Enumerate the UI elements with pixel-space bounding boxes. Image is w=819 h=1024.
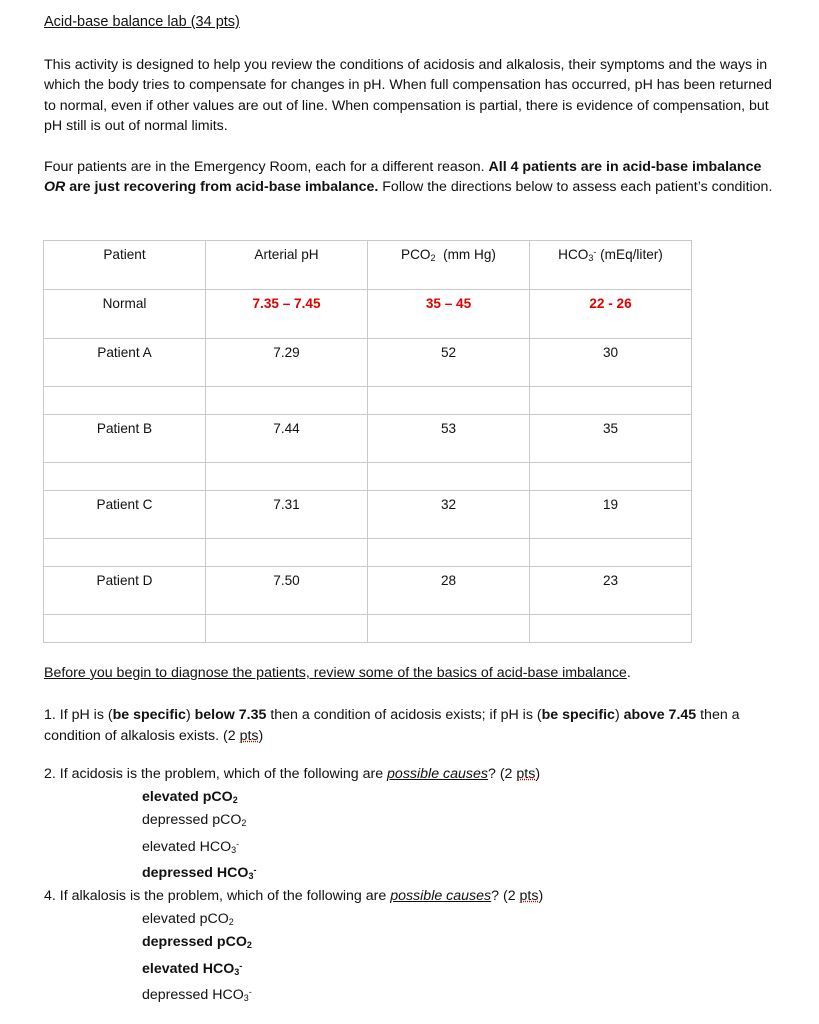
q4-option-depressed-pco2: depressed pCO$_2$ xyxy=(142,934,252,951)
patient-pco2: 52 xyxy=(368,339,530,387)
intro-paragraph: This activity is designed to help you review the conditions of acidosis and alkalosis, their symptoms and the ways in which the body tries to compensate for changes in pH. When full compensation has occurred, pH has been returned to normal, even if other values are out of line. When compensation is partial, there is evidence of compensation, but pH still is out of normal limits. xyxy=(44,57,772,134)
table-row-patient-b xyxy=(44,415,692,463)
q2-option-elevated-hco3: elevated $HCO_3^-$ xyxy=(142,838,240,855)
scenario-lead: Four patients are in the Emergency Room, each for a different reason. xyxy=(44,159,489,175)
q4-option-depressed-hco3: depressed $HCO_3^-$ xyxy=(142,986,252,1003)
q2-option-elevated-pco2: elevated pCO$_2$ xyxy=(142,789,238,805)
normal-pco2-range: 35 – 45 xyxy=(368,290,530,339)
table-answer-row xyxy=(44,615,692,643)
patient-pco2: 32 xyxy=(368,491,530,539)
q2-option-depressed-hco3: depressed $HCO_3^-$ xyxy=(142,864,257,881)
table-row-patient-a xyxy=(44,339,692,387)
patient-ph: 7.50 xyxy=(206,567,368,615)
question-1: 1. If pH is (be specific) below 7.35 then a condition of acidosis exists; if pH is (be specific) above 7.45 then a condition of alkalosis exists. (2 pts) xyxy=(44,707,740,744)
patient-label: Patient A xyxy=(44,339,206,387)
scenario-paragraph xyxy=(44,157,774,198)
header-arterial-ph: Arterial pH xyxy=(206,241,368,290)
normal-hco3-range: 22 - 26 xyxy=(530,290,692,339)
patient-hco3: 23 xyxy=(530,567,692,615)
page-title: Acid-base balance lab (34 pts) xyxy=(44,14,240,30)
patient-label: Patient D xyxy=(44,567,206,615)
table-answer-row xyxy=(44,387,692,415)
patient-ph: 7.29 xyxy=(206,339,368,387)
normal-ph-range: 7.35 – 7.45 xyxy=(206,290,368,339)
patient-hco3: 35 xyxy=(530,415,692,463)
patient-ph: 7.44 xyxy=(206,415,368,463)
question-2: 2. If acidosis is the problem, which of the following are possible causes? (2 pts) xyxy=(44,766,541,782)
scenario-tail: Follow the directions below to assess each patient’s condition. xyxy=(378,179,773,196)
question-2-options xyxy=(142,787,256,886)
question-4: 4. If alkalosis is the problem, which of the following are possible causes? (2 pts) xyxy=(44,888,544,904)
table-answer-row xyxy=(44,463,692,491)
header-hco3: $HCO_3^-$ (mEq/liter) xyxy=(530,241,692,290)
patient-ph: 7.31 xyxy=(206,491,368,539)
patient-hco3: 30 xyxy=(530,339,692,387)
q4-option-elevated-hco3: elevated $HCO_3^-$ xyxy=(142,960,243,977)
table-header-row xyxy=(44,241,692,290)
table-row-patient-d xyxy=(44,567,692,615)
patient-label: Patient B xyxy=(44,415,206,463)
scenario-bold-b: are just recovering from acid-base imbalance. xyxy=(65,179,379,196)
scenario-bold-or: OR xyxy=(44,179,66,196)
table-row-normal xyxy=(44,290,692,339)
header-patient: Patient xyxy=(44,241,206,290)
patient-label: Patient C xyxy=(44,491,206,539)
table-answer-row xyxy=(44,539,692,567)
header-pco2: $PCO_2$ (mm Hg) xyxy=(368,241,530,290)
table-row-patient-c xyxy=(44,491,692,539)
q4-option-elevated-pco2: elevated pCO$_2$ xyxy=(142,911,234,927)
patient-hco3: 19 xyxy=(530,491,692,539)
q2-option-depressed-pco2: depressed pCO$_2$ xyxy=(142,812,247,829)
scenario-bold-a: All 4 patients are in acid-base imbalance xyxy=(488,159,762,175)
normal-label: Normal xyxy=(44,290,206,339)
question-4-options xyxy=(142,909,252,1008)
review-intro: Before you begin to diagnose the patients, review some of the basics of acid-base imbalance. xyxy=(44,665,631,681)
patient-values-table xyxy=(43,240,692,643)
patient-pco2: 53 xyxy=(368,415,530,463)
patient-pco2: 28 xyxy=(368,567,530,615)
